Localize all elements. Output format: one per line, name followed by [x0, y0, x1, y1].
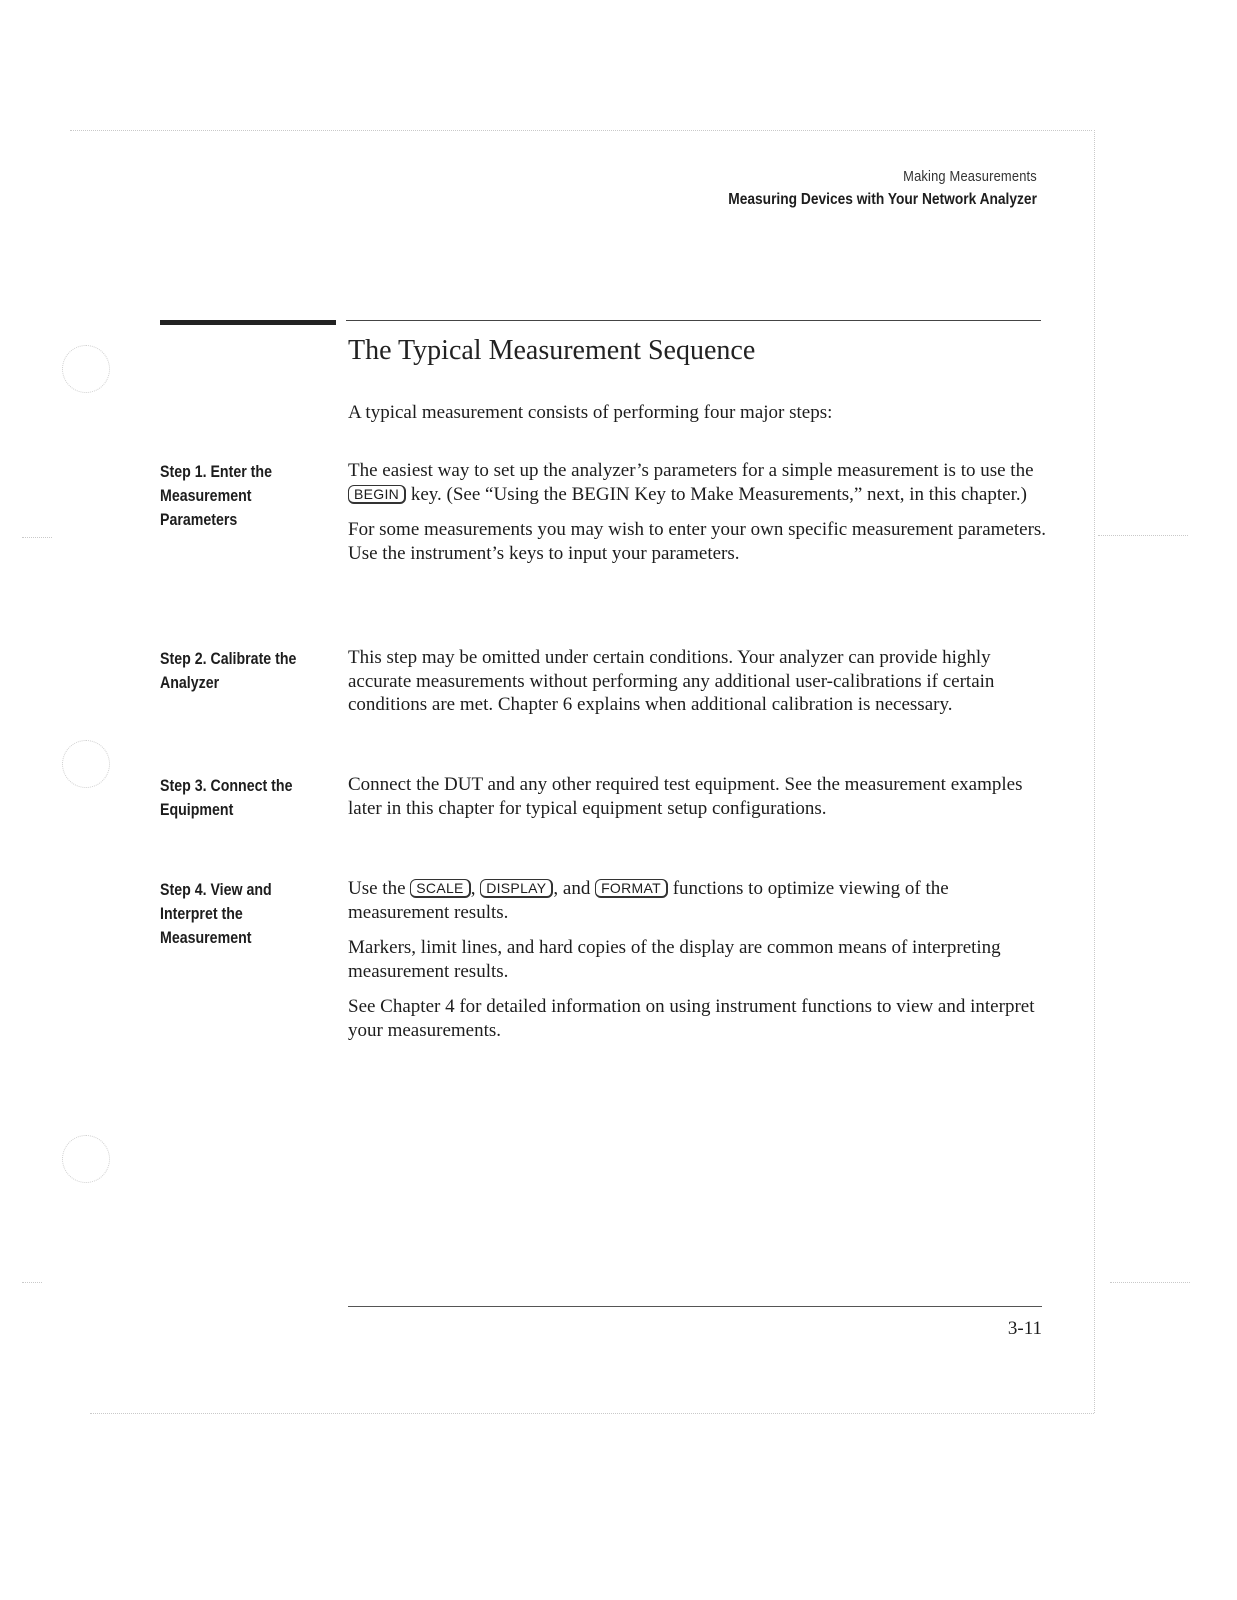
step-4-text-b: functions to optimize viewing of the measurement results.: [348, 878, 949, 923]
step-2-paragraph-1: This step may be omitted under certain conditions. Your analyzer can provide highly accurate measurements without performing any additional user-calibrations if certain conditions are met. Chapter 6 explains when additional calibration is necessary.: [348, 647, 995, 715]
step-4-sep-1: ,: [470, 878, 476, 899]
scan-mark-right-2: [1110, 1282, 1190, 1283]
scale-key: SCALE: [410, 879, 470, 898]
punch-hole-top: [62, 345, 110, 393]
step-1-text-b: key. (See “Using the BEGIN Key to Make Measurements,” next, in this chapter.): [410, 483, 1027, 505]
section-title: Measuring Devices with Your Network Analyzer: [728, 191, 1037, 208]
scan-edge-right: [1094, 130, 1095, 1413]
step-1-text-a: The easiest way to set up the analyzer’s parameters for a simple measurement is to use the: [348, 460, 1034, 481]
step-4-sep-2: , and: [553, 878, 591, 899]
scan-edge-bottom: [90, 1413, 1094, 1414]
scan-edge-top: [70, 130, 1092, 131]
running-header: [678, 168, 1037, 209]
step-4-paragraph-1: [348, 877, 1048, 924]
scan-mark-right-1: [1098, 535, 1188, 536]
begin-key: BEGIN: [348, 485, 406, 504]
punch-hole-middle: [62, 740, 110, 788]
step-4-label: Step 4. View and Interpret the Measurement: [160, 881, 272, 947]
step-1-paragraph-1: [348, 459, 1048, 506]
scan-mark-left-1: [22, 537, 52, 538]
punch-hole-bottom: [62, 1135, 110, 1183]
step-2-label: Step 2. Calibrate the Analyzer: [160, 650, 297, 692]
section-rule-thin: [346, 320, 1041, 321]
step-1-paragraph-2: For some measurements you may wish to enter your own specific measurement parameters. Use the instrument’s keys to input your parameters.: [348, 519, 1047, 564]
display-key: DISPLAY: [480, 879, 553, 898]
footer-rule: [348, 1306, 1042, 1307]
step-3-label: Step 3. Connect the Equipment: [160, 777, 293, 819]
page-number: 3-11: [1007, 1318, 1042, 1339]
step-4-text-a: Use the: [348, 878, 406, 899]
scan-mark-left-2: [22, 1282, 42, 1283]
step-2-body: [348, 646, 1048, 729]
step-4-paragraph-3: See Chapter 4 for detailed information on using instrument functions to view and interpret your measurements.: [348, 996, 1035, 1041]
step-3-body: [348, 773, 1048, 832]
format-key: FORMAT: [595, 879, 668, 898]
step-1-body: [348, 459, 1048, 577]
step-4-body: [348, 877, 1048, 1054]
step-1-label: Step 1. Enter the Measurement Parameters: [160, 463, 272, 529]
intro-paragraph: A typical measurement consists of performing four major steps:: [348, 402, 833, 423]
chapter-title: Making Measurements: [903, 168, 1037, 185]
step-3-paragraph-1: Connect the DUT and any other required test equipment. See the measurement examples later in this chapter for typical equipment setup configurations.: [348, 774, 1023, 819]
step-4-paragraph-2: Markers, limit lines, and hard copies of the display are common means of interpreting measurement results.: [348, 937, 1001, 982]
page-title: The Typical Measurement Sequence: [348, 335, 756, 366]
section-rule-thick: [160, 320, 336, 325]
